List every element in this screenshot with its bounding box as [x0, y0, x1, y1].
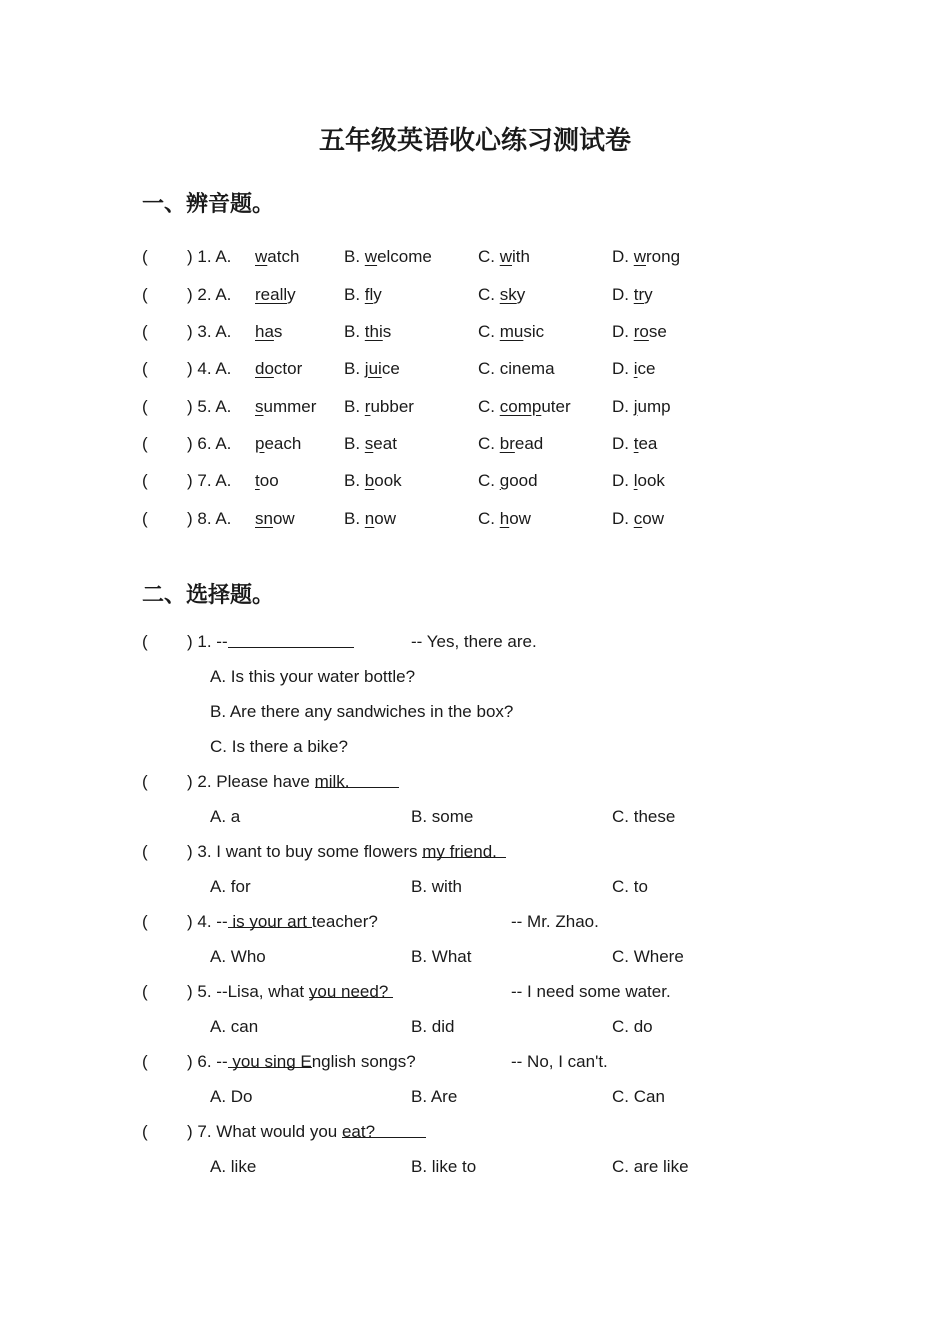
option-d: [612, 245, 680, 269]
option-word-rest: ubber: [370, 397, 414, 416]
option-word-rest: ow: [642, 509, 664, 528]
option-word-rest: ood: [509, 471, 538, 490]
answer-blank[interactable]: [342, 1120, 426, 1138]
answer-paren[interactable]: (: [142, 1122, 148, 1141]
option-letter: C.: [478, 285, 500, 304]
answer-paren[interactable]: (: [142, 322, 148, 341]
option-c: C. Where: [612, 947, 684, 966]
answer-paren[interactable]: (: [142, 912, 148, 931]
option-word-part: p: [255, 434, 265, 453]
option-word-rest: ow: [374, 509, 396, 528]
option-d: [612, 432, 657, 456]
answer-blank[interactable]: [228, 630, 354, 648]
option-d: [612, 395, 671, 419]
option-letter: B.: [344, 471, 365, 490]
option-b: [344, 507, 396, 531]
answer-blank[interactable]: [228, 1050, 312, 1068]
option-letter: D.: [612, 322, 634, 341]
question-number: ) 8. A.: [187, 509, 232, 528]
option-word-rest: ump: [637, 397, 671, 416]
option-a: A. Do: [210, 1087, 253, 1106]
option-b: B. some: [411, 807, 474, 826]
option-word-part: reall: [255, 285, 288, 304]
phonics-question-4: [142, 357, 842, 381]
phonics-question-6: [142, 432, 842, 456]
answer-paren[interactable]: (: [142, 632, 148, 651]
option-a: [255, 283, 296, 307]
question-text: ) 4. --: [187, 912, 228, 931]
answer-paren[interactable]: (: [142, 247, 148, 266]
choice-question-3: [142, 840, 842, 864]
question-number: ) 4. A.: [187, 359, 232, 378]
options-row-3: [210, 875, 810, 899]
option-letter: C.: [478, 247, 500, 266]
option-word-rest: ook: [637, 471, 665, 490]
question-number: ) 6. A.: [187, 434, 232, 453]
option-letter: B.: [344, 322, 365, 341]
answer-paren[interactable]: (: [142, 772, 148, 791]
option-letter: D.: [612, 247, 634, 266]
option-a: [255, 432, 301, 456]
option-d: [612, 320, 667, 344]
choice-question-5: [142, 980, 842, 1004]
option-a: A. Who: [210, 947, 266, 966]
section-heading-choice: 二、选择题。: [142, 582, 275, 607]
option-letter: D.: [612, 509, 634, 528]
option-a: A. Is this your water bottle?: [210, 667, 416, 686]
option-word-rest: ead: [514, 434, 544, 453]
option-a: A. can: [210, 1017, 259, 1036]
option-word-rest: y: [516, 285, 526, 304]
option-letter: C.: [478, 359, 500, 378]
question-text: ) 1. --: [187, 632, 228, 651]
page-title: 五年级英语收心练习测试卷: [318, 125, 631, 155]
option-c: [478, 245, 530, 269]
option-word-part: h: [499, 509, 510, 528]
question-response: -- No, I can't.: [511, 1052, 608, 1071]
option-c: C. do: [612, 1017, 653, 1036]
option-letter: C.: [478, 434, 500, 453]
options-row-7: [210, 1155, 810, 1179]
question-text-end: you need?: [308, 982, 389, 1001]
option-c: C. are like: [612, 1157, 689, 1176]
answer-paren[interactable]: (: [142, 359, 148, 378]
option-letter: B.: [344, 509, 365, 528]
option-word-part: br: [499, 434, 515, 453]
option-word-rest: ce: [637, 359, 656, 378]
question-text-end: is your art teacher?: [227, 912, 378, 931]
option-b: [344, 320, 391, 344]
option-letter: C.: [478, 471, 500, 490]
option-word-rest: ow: [272, 509, 295, 528]
option-word-part: jui: [364, 359, 382, 378]
question-text-end: milk.: [314, 772, 350, 791]
option-d: [612, 357, 655, 381]
option-a: A. like: [210, 1157, 257, 1176]
phonics-question-7: [142, 469, 842, 493]
choice-question-2: [142, 770, 842, 794]
option-word-part: mu: [499, 322, 524, 341]
option-letter: C.: [478, 322, 500, 341]
option-b: B. Are: [411, 1087, 458, 1106]
option-word-part: b: [364, 471, 375, 490]
option-word-rest: s: [273, 322, 283, 341]
option-letter: C.: [478, 509, 500, 528]
option-word-rest: sic: [523, 322, 545, 341]
answer-paren[interactable]: (: [142, 842, 148, 861]
option-b: [344, 432, 397, 456]
option-c: [478, 395, 571, 419]
option-b: B. like to: [411, 1157, 477, 1176]
option-a: [255, 507, 295, 531]
option-letter: D.: [612, 471, 634, 490]
option-word-part: w: [255, 247, 268, 266]
answer-paren[interactable]: (: [142, 285, 148, 304]
option-word-part: fl: [364, 285, 374, 304]
options-row-4: [210, 945, 810, 969]
option-a: [255, 245, 299, 269]
option-word-part: n: [364, 509, 375, 528]
option-word-part: c: [633, 509, 643, 528]
option-word-part: g: [499, 471, 510, 490]
option-b: B. did: [411, 1017, 455, 1036]
option-word-rest: y: [373, 285, 382, 304]
option-word-rest: oo: [259, 471, 279, 490]
option-letter: B.: [344, 359, 365, 378]
option-word-rest: y: [644, 285, 653, 304]
choice-question-4: [142, 910, 842, 934]
option-word-rest: ook: [374, 471, 402, 490]
option-c: [478, 357, 555, 381]
answer-blank[interactable]: [228, 910, 312, 928]
option-letter: B.: [344, 247, 365, 266]
option-letter: D.: [612, 359, 634, 378]
option-b: [344, 357, 400, 381]
question-response: -- Mr. Zhao.: [511, 912, 599, 931]
option-a: [255, 357, 302, 381]
option-word-rest: rong: [646, 247, 681, 266]
phonics-question-1: [142, 245, 842, 269]
option-word-part: s: [255, 397, 264, 416]
option-a: [255, 395, 316, 419]
option-word-rest: s: [382, 322, 392, 341]
option-word-part: do: [255, 359, 274, 378]
answer-paren[interactable]: (: [142, 434, 148, 453]
option-word-rest: cinema: [499, 359, 555, 378]
answer-paren[interactable]: (: [142, 509, 148, 528]
option-c: [478, 469, 538, 493]
question-response: -- I need some water.: [511, 982, 671, 1001]
option-word-part: ha: [255, 322, 274, 341]
option-word-rest: ummer: [263, 397, 317, 416]
option-a: [255, 320, 282, 344]
option-a: A. for: [210, 877, 251, 896]
option-letter: B.: [344, 397, 365, 416]
options-row-5: [210, 1015, 810, 1039]
question-number: ) 3. A.: [187, 322, 232, 341]
option-word-rest: eat: [373, 434, 397, 453]
option-c: [478, 320, 544, 344]
option-word-rest: ea: [638, 434, 658, 453]
option-word-part: w: [633, 247, 647, 266]
option-a: [255, 469, 279, 493]
option-c: C. Is there a bike?: [210, 737, 348, 756]
option-word-part: ro: [633, 322, 649, 341]
option-word-rest: ce: [381, 359, 400, 378]
option-word-rest: each: [264, 434, 302, 453]
question-number: ) 2. A.: [187, 285, 232, 304]
question-response: -- Yes, there are.: [411, 632, 537, 651]
option-b: [344, 395, 414, 419]
options-row-6: [210, 1085, 810, 1109]
question-number: ) 5. A.: [187, 397, 232, 416]
option-word-part: w: [499, 247, 513, 266]
answer-paren[interactable]: (: [142, 982, 148, 1001]
option-word-rest: ctor: [273, 359, 303, 378]
question-text: ) 5. --Lisa, what: [187, 982, 309, 1001]
option-b: B. What: [411, 947, 472, 966]
option-word-rest: uter: [541, 397, 571, 416]
option-word-part: thi: [364, 322, 383, 341]
option-word-part: sk: [499, 285, 517, 304]
answer-blank[interactable]: [422, 840, 506, 858]
option-letter: B.: [344, 434, 365, 453]
answer-blank[interactable]: [309, 980, 393, 998]
option-letter: D.: [612, 285, 634, 304]
option-word-part: t: [633, 434, 639, 453]
option-word-part: j: [633, 397, 638, 416]
phonics-question-2: [142, 283, 842, 307]
option-word-part: tr: [633, 285, 645, 304]
phonics-question-5: [142, 395, 842, 419]
option-word-rest: y: [287, 285, 296, 304]
option-b: B. with: [411, 877, 463, 896]
answer-blank[interactable]: [315, 770, 399, 788]
option-letter: D.: [612, 397, 634, 416]
option-c: [478, 432, 543, 456]
option-c: C. to: [612, 877, 648, 896]
option-c: C. Can: [612, 1087, 665, 1106]
option-word-rest: se: [648, 322, 667, 341]
answer-paren[interactable]: (: [142, 1052, 148, 1071]
option-c: C. these: [612, 807, 676, 826]
choice-question-7: [142, 1120, 842, 1144]
question-text: ) 3. I want to buy some flowers: [187, 842, 423, 861]
option-word-rest: atch: [267, 247, 300, 266]
question-text-end: eat?: [341, 1122, 376, 1141]
question-text: ) 2. Please have: [187, 772, 315, 791]
question-text: ) 6. --: [187, 1052, 228, 1071]
option-d: [612, 469, 665, 493]
option-letter: D.: [612, 434, 634, 453]
option-letter: B.: [344, 285, 365, 304]
option-word-part: r: [364, 397, 371, 416]
option-word-part: w: [364, 247, 378, 266]
phonics-question-8: [142, 507, 842, 531]
options-row-2: [210, 805, 810, 829]
option-c: [478, 283, 525, 307]
option-d: [612, 283, 653, 307]
option-b: [344, 283, 382, 307]
option-word-part: s: [364, 434, 374, 453]
question-number: ) 1. A.: [187, 247, 232, 266]
option-b: B. Are there any sandwiches in the box?: [210, 702, 514, 721]
question-number: ) 7. A.: [187, 471, 232, 490]
phonics-question-3: [142, 320, 842, 344]
answer-paren[interactable]: (: [142, 397, 148, 416]
option-a: A. a: [210, 807, 241, 826]
option-c: [478, 507, 531, 531]
option-b: [344, 469, 402, 493]
option-word-rest: ith: [512, 247, 530, 266]
question-text-end: my friend.: [422, 842, 497, 861]
option-word-part: sn: [255, 509, 273, 528]
question-text: ) 7. What would you: [187, 1122, 342, 1141]
answer-paren[interactable]: (: [142, 471, 148, 490]
option-letter: C.: [478, 397, 500, 416]
option-word-part: t: [255, 471, 260, 490]
option-word-rest: elcome: [377, 247, 432, 266]
option-word-part: comp: [499, 397, 542, 416]
option-word-part: i: [633, 359, 638, 378]
option-word-part: l: [633, 471, 638, 490]
option-word-rest: ow: [509, 509, 531, 528]
section-heading-phonics: 一、辨音题。: [142, 191, 275, 216]
choice-question-1: [142, 630, 842, 654]
question-text-end: you sing English songs?: [227, 1052, 416, 1071]
option-d: [612, 507, 664, 531]
option-b: [344, 245, 432, 269]
choice-question-6: [142, 1050, 842, 1074]
